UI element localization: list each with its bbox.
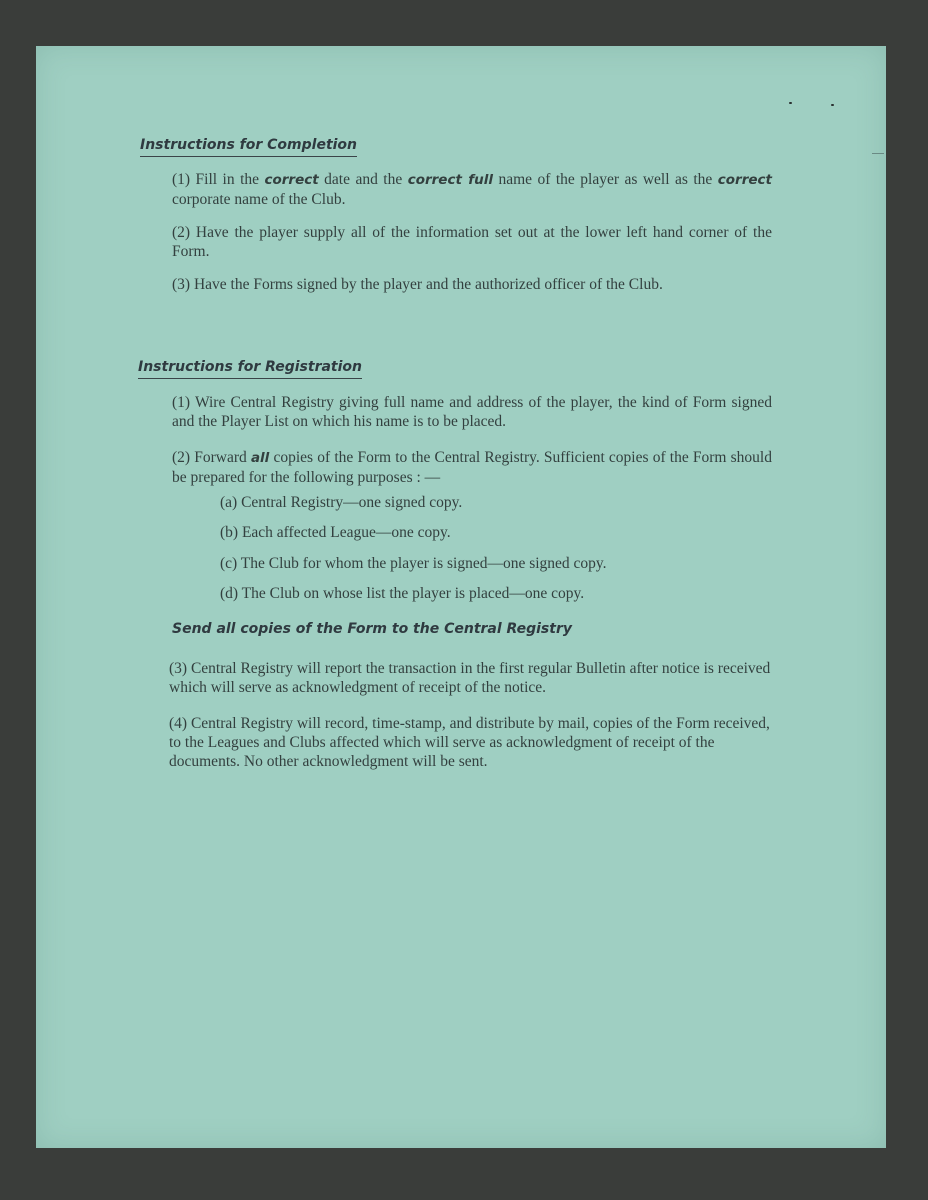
paper-speck: [831, 104, 834, 106]
purpose-item-c: (c) The Club for whom the player is signed—one signed copy.: [220, 555, 607, 572]
registration-step-2-text: copies of the Form to the Central Registry. Sufficient copies of the Form should be prepared for the following purposes : —: [172, 449, 772, 486]
registration-heading: Instructions for Registration: [138, 359, 362, 379]
registration-step-4: (4) Central Registry will record, time-stamp, and distribute by mail, copies of the Form received, to the Leagues and Clubs affected which will serve as acknowledgment of receipt of the documents. No other acknowledgment will be sent.: [169, 715, 770, 770]
registration-step-1: (1) Wire Central Registry giving full name and address of the player, the kind of Form signed and the Player List on which his name is to be placed.: [172, 394, 772, 430]
completion-heading: Instructions for Completion: [140, 137, 357, 157]
send-all-copies-note: Send all copies of the Form to the Central Registry: [172, 621, 572, 637]
completion-step-1-text: corporate name of the Club.: [172, 191, 346, 208]
completion-step-2: (2) Have the player supply all of the information set out at the lower left hand corner of the Form.: [172, 224, 772, 260]
emphasis-correct: correct: [264, 172, 319, 188]
emphasis-correct: correct: [717, 172, 772, 188]
paper-mark: [872, 153, 884, 154]
emphasis-correct-full: correct full: [407, 172, 493, 188]
registration-step-3: (3) Central Registry will report the transaction in the first regular Bulletin after notice is received which will serve as acknowledgment of receipt of the notice.: [169, 660, 771, 696]
completion-step-3: (3) Have the Forms signed by the player and the authorized officer of the Club.: [172, 276, 663, 293]
document-page: [36, 46, 886, 1148]
purpose-item-a: (a) Central Registry—one signed copy.: [220, 494, 463, 511]
emphasis-all: all: [250, 450, 270, 466]
completion-step-1-text: (1) Fill in the: [172, 171, 265, 188]
registration-step-2: [172, 448, 772, 487]
completion-step-1-text: name of the player as well as the: [492, 171, 718, 188]
paper-speck: [789, 102, 792, 104]
completion-step-1: [172, 170, 772, 209]
purpose-item-b: (b) Each affected League—one copy.: [220, 524, 451, 541]
purpose-item-d: (d) The Club on whose list the player is placed—one copy.: [220, 585, 585, 602]
completion-step-1-text: date and the: [318, 171, 408, 188]
registration-step-2-text: (2) Forward: [172, 449, 251, 466]
